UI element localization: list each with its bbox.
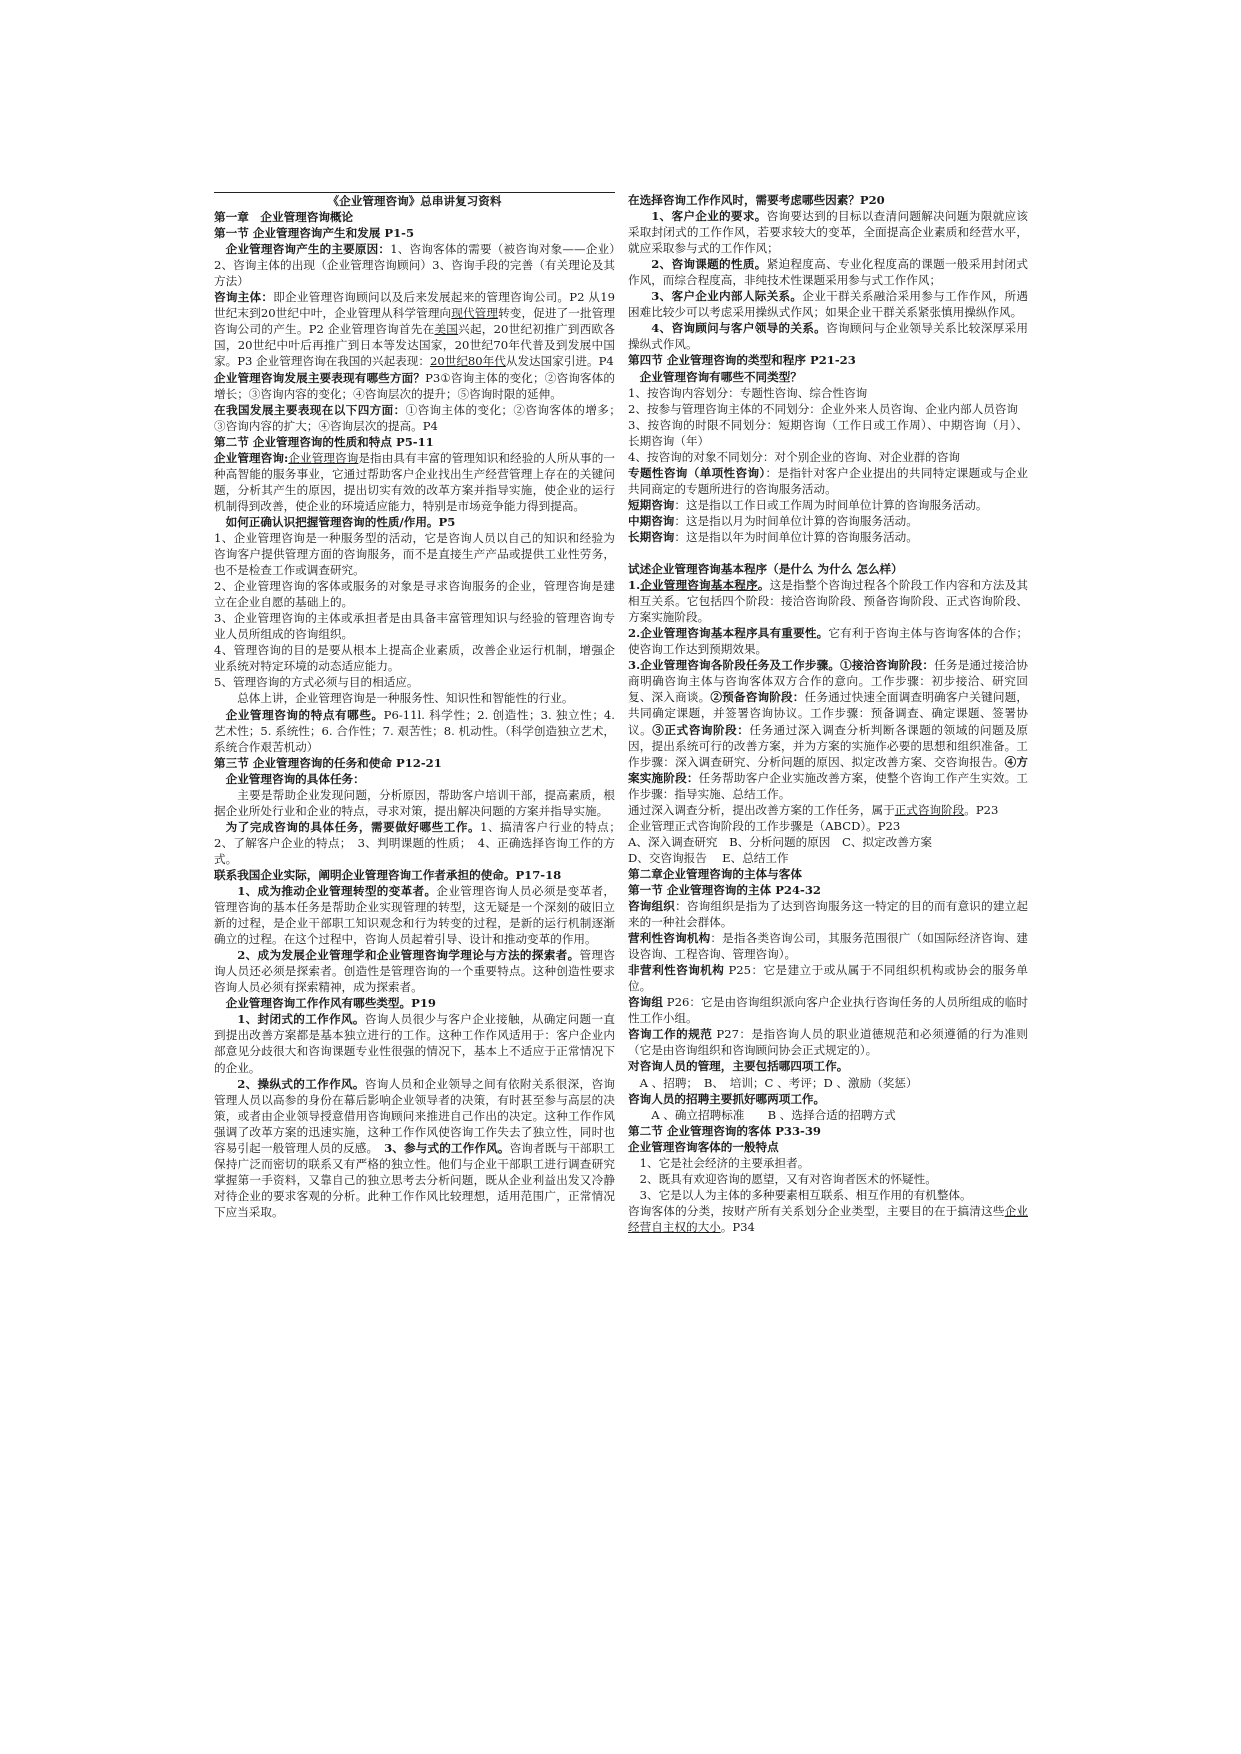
text: 任务帮助客户企业实施改善方案，使整个咨询工作产生实效。工作步骤：指导实施、总结工作。 (628, 770, 1028, 801)
term: 企业管理咨询的特点有哪些。 (225, 707, 384, 722)
paragraph (628, 1203, 1028, 1235)
term: 企业管理咨询发展主要表现有哪些方面？ (214, 370, 426, 385)
option-row: D、交咨询报告 E、总结工作 (628, 850, 789, 865)
text: 它有利于咨询主体与咨询客体的合作；使咨询工作达到预期效果。 (628, 626, 1028, 657)
question-heading: 联系我国企业实际，阐明企业管理咨询工作者承担的使命。P17-18 (214, 867, 562, 882)
underlined-term: 企业管理咨询基本程序 (640, 578, 758, 593)
paragraph (214, 707, 615, 755)
paragraph (214, 883, 615, 947)
list-item: 3、按咨询的时限不同划分：短期咨询（工作日或工作周）、中期咨询（月）、长期咨询（年） (628, 417, 1028, 448)
text: 企业干群关系融洽采用参与工作作风，所遇困难比较少可以考虑采用操纵式作风；如果企业干群关系紧张慎用操纵作风。 (628, 289, 1028, 320)
term: 。 (757, 578, 770, 593)
text: 兴起，20世纪初推广到西欧各国，20世纪中叶后再推广到日本等发达国家，20世纪70年代普及到发展中国家。P3 企业管理咨询在我国的兴起表现： (214, 322, 615, 369)
underlined-text: 正式咨询阶段 (894, 802, 965, 817)
option-row: A、深入调查研究 B、分析问题的原因 C、拟定改善方案 (628, 834, 933, 849)
underlined-text: 企业管理咨询 (288, 450, 359, 465)
paragraph (214, 370, 615, 402)
paragraph (628, 256, 1028, 288)
option-row: A 、招聘； B、 培训；C 、考评；D 、激励（奖惩） (639, 1075, 918, 1090)
list-item: 3、它是以人为主体的多种要素相互联系、相互作用的有机整体。 (639, 1187, 972, 1202)
text: P27：是指咨询人员的职业道德规范和必须遵循的行为准则（它是由咨询组织和咨询顾问协会正式规定的）。 (628, 1027, 1028, 1058)
text: P6-11l. 科学性；2. 创造性；3. 独立性；4. 艺术性；5. 系统性；6. 合作性；7. 艰苦性；8. 机动性。（科学创造独立艺术，系统合作艰苦机动） (214, 707, 616, 754)
term: 短期咨询 (628, 497, 675, 512)
text: 1、搞清客户行业的特点； 2、了解客户企业的特点； 3、判明课题的性质； 4、正确选择咨询工作的方式。 (214, 819, 627, 866)
question: 企业管理正式咨询阶段的工作步骤是（ABCD）。P23 (628, 818, 901, 833)
paragraph: 主要是帮助企业发现问题，分析原因，帮助客户培训干部，提高素质，根据企业所处行业和企业的特点，寻求对策，提出解决问题的方案并指导实施。 (214, 787, 615, 818)
right-column (628, 192, 1028, 1235)
underlined-text: 美国 (434, 322, 459, 337)
paragraph: 4、管理咨询的目的是要从根本上提高企业素质，改善企业运行机制，增强企业系统对特定环境的动态适应能力。 (214, 643, 615, 674)
text: 咨询人员和企业领导之间有依附关系很深，咨询管理人员以高参的身份在幕后影响企业领导者的决策，有时甚至参与高层的决策，或者由企业领导授意借用咨询顾问来推进自己作出的决定。这种工作作风强调了改革方案的迅速实施，这种工作作风使咨询工作失去了独立性，同时也容易引起一般管理人员的反感。 (214, 1076, 615, 1155)
section-heading: 第二节 企业管理咨询的性质和特点 P5-11 (214, 434, 434, 449)
term: 2、咨询课题的性质。 (651, 257, 767, 272)
paragraph (214, 1011, 615, 1075)
term: 3、客户企业内部人际关系。 (651, 289, 803, 304)
paragraph (628, 994, 1028, 1026)
question-heading: 试述企业管理咨询基本程序（是什么 为什么 怎么样） (628, 562, 903, 577)
term: 长期咨询 (628, 529, 675, 544)
left-column (214, 192, 627, 1220)
term: 2.企业管理咨询基本程序具有重要性。 (628, 626, 829, 641)
question-heading: 企业管理咨询工作作风有哪些类型。P19 (225, 996, 436, 1011)
paragraph (628, 320, 1028, 352)
text: 管理咨询人员还必须是探索者。创造性是管理咨询的一个重要特点。这种创造性要求咨询人员必须有探索精神，成为探索者。 (214, 948, 615, 995)
text: 咨询客体的分类，按财产所有关系划分企业类型，主要目的在于搞清这些 (628, 1203, 1005, 1218)
term: 营利性咨询机构 (628, 931, 711, 946)
paragraph (628, 962, 1028, 994)
question-heading: 咨询人员的招聘主要抓好哪两项工作。 (628, 1091, 826, 1106)
text: 。P23 (964, 802, 999, 817)
term: 咨询工作的规范 (628, 1027, 713, 1042)
paragraph (628, 465, 1028, 497)
paragraph (214, 819, 627, 867)
text: ：这是指以年为时间单位计算的咨询服务活动。 (674, 529, 918, 544)
text: 企业管理咨询人员必须是变革者，管理咨询的基本任务是帮助企业实现管理的转型，这无疑是一个深刻的破旧立新的过程，是企业干部职工知识观念和行为转变的过程，是新的运行机制逐渐确立的过程。在这个过程中，咨询人员起着引导、设计和推动变革的作用。 (214, 884, 615, 947)
text: 1、咨询客体的需要（被咨询对象——企业）2、咨询主体的出现（企业管理咨询顾问）3、咨询手段的完善（有关理论及其方法） (214, 242, 615, 289)
question-heading: 企业管理咨询的具体任务： (225, 771, 365, 786)
paragraph: 2、企业管理咨询的客体或服务的对象是寻求咨询服务的企业，管理咨询是建立在企业自愿的基础上的。 (214, 579, 615, 610)
paragraph (628, 802, 1028, 818)
paragraph (214, 289, 615, 369)
section-heading: 第一节 企业管理咨询的主体 P24-32 (628, 882, 821, 897)
text: P3①咨询主体的变化；②咨询客体的增长；③咨询内容的变化；④咨询层次的提升；⑤咨询时限的延伸。 (214, 370, 615, 401)
list-item: 2、按参与管理咨询主体的不同划分：企业外来人员咨询、企业内部人员咨询 (628, 401, 1018, 416)
list-item: 4、按咨询的对象不同划分：对个别企业的咨询、对企业群的咨询 (628, 449, 961, 464)
list-item: 1、它是社会经济的主要承担者。 (639, 1155, 810, 1170)
text: ：是指针对客户企业提出的共同特定课题或与企业 共同商定的专题所进行的咨询服务活动。 (628, 465, 1028, 496)
text: 从发达国家引进。P4 (505, 354, 614, 369)
paragraph (628, 529, 1028, 545)
chapter-heading: 第一章 企业管理咨询概论 (214, 210, 354, 225)
section-heading: 第一节 企业管理咨询产生和发展 P1-5 (214, 226, 415, 241)
term: 企业管理咨询: (214, 450, 289, 465)
term: 1、成为推动企业管理转型的变革者。 (237, 884, 437, 899)
question-heading: 在选择咨询工作作风时，需要考虑哪些因素？P20 (628, 193, 885, 207)
term: ③正式咨询阶段： (652, 722, 750, 737)
term: 咨询组 (628, 995, 664, 1010)
chapter-heading: 第二章企业管理咨询的主体与客体 (628, 866, 802, 881)
text: ：是指各类咨询公司，其服务范围很广（如国际经济咨询、建设咨询、工程咨询、管理咨询）。 (628, 931, 1028, 962)
text: 咨询顾问与企业领导关系比较深厚采用操纵式作风。 (628, 321, 1028, 352)
text: 任务是通过接洽协商明确咨询主体与咨询客体双方合作的意向。工作步骤：初步接洽、研究回复、深入商谈。 (628, 658, 1028, 705)
paragraph: 3、企业管理咨询的主体或承担者是由具备丰富管理知识与经验的管理咨询专业人员所组成的咨询组织。 (214, 611, 615, 642)
paragraph: 总体上讲，企业管理咨询是一种服务性、知识性和智能性的行业。 (237, 691, 574, 706)
paragraph (628, 208, 1028, 256)
question-heading: 如何正确认识把握管理咨询的性质/作用。P5 (225, 514, 456, 529)
spacer (628, 545, 1028, 561)
paragraph (628, 577, 1028, 625)
underlined-text: 企业经营自主权的大小 (628, 1203, 1028, 1234)
text: P25：它是建立于或从属于不同组织机构或协会的服务单位。 (628, 963, 1028, 994)
term: 3.企业管理咨询各阶段任务及工作步骤。①接洽咨询阶段： (628, 658, 935, 673)
text: 这是指整个咨询过程各个阶段工作内容和方法及其相互关系。它包括四个阶段：接洽咨询阶段、预备咨询阶段、正式咨询阶段、方案实施阶段。 (628, 578, 1028, 625)
document-title: 《企业管理咨询》总串讲复习资料 (327, 194, 502, 208)
text: 是指由具有丰富的管理知识和经验的人所从事的一种高智能的服务事业，它通过帮助客户企业找出生产经营管理上存在的关键问题，分析其产生的原因，提出切实有效的改革方案并指导实施，使企业的运行机制得到改善，使企业的环境适应能力，特别是市场竞争能力得到提高。 (214, 450, 615, 513)
text: 紧迫程度高、专业化程度高的课题一般采用封闭式作风，而综合程度高，非纯技术性课题采用参与式工作作风； (628, 257, 1028, 288)
question-heading: 企业管理咨询客体的一般特点 (628, 1139, 779, 1154)
text: 即企业管理咨询顾问以及后来发展起来的管理咨询公司。P2 从19世纪末到20世纪中叶，企业管理从科学管理向 (214, 290, 615, 321)
text: 任务通过快速全面调查明确客户关键问题，共同确定课题，并签署咨询协议。工作步骤：预备调查、确定课题、签署协议。 (628, 690, 1028, 737)
paragraph (628, 497, 1028, 513)
paragraph (214, 241, 615, 289)
section-heading: 第四节 企业管理咨询的类型和程序 P21-23 (628, 353, 856, 368)
term: 1、客户企业的要求。 (651, 209, 767, 224)
term: 1. (628, 578, 641, 593)
paragraph (628, 930, 1028, 962)
term: 1、封闭式的工作作风。 (237, 1012, 365, 1027)
list-item: 2、既具有欢迎咨询的愿望，又有对咨询者医术的怀疑性。 (639, 1171, 937, 1186)
text: 咨询要达到的目标以查清问题解决问题为限就应该采取封闭式的工作作风，若要求较大的变革，全面提高企业素质和经营水平，就应采取参与式的工作作风； (628, 209, 1028, 256)
underlined-text: 现代管理 (451, 306, 499, 321)
text: ：咨询组织是指为了达到咨询服务这一特定的目的而有意识的建立起来的一种社会群体。 (628, 899, 1028, 930)
paragraph (214, 450, 615, 514)
paragraph (214, 402, 627, 434)
term: 2、操纵式的工作作风。 (237, 1076, 365, 1091)
text: 转变，促进了一批管理咨询公司的产生。P2 企业管理咨询首先在 (214, 306, 615, 337)
term: 咨询主体： (214, 290, 274, 305)
paragraph (628, 657, 1028, 801)
paragraph (214, 947, 615, 995)
paragraph: 5、管理咨询的方式必须与目的相适应。 (214, 675, 419, 690)
paragraph (214, 1076, 615, 1220)
paragraph (628, 1026, 1028, 1058)
paragraph (628, 513, 1028, 529)
list-item: 1、按咨询内容划分：专题性咨询、综合性咨询 (628, 385, 868, 400)
option-row: A 、确立招聘标准 B 、选择合适的招聘方式 (651, 1107, 896, 1122)
paragraph (628, 625, 1028, 657)
text: 通过深入调查分析，提出改善方案的工作任务，属于 (628, 802, 895, 817)
term: 咨询组织 (628, 899, 676, 914)
term: ②预备咨询阶段： (710, 690, 805, 705)
paragraph (628, 898, 1028, 930)
text: 咨询者既与干部职工保持广泛而密切的联系又有严格的独立性。他们与企业干部职工进行调查研究掌握第一手资料，又靠自己的独立思考去分析问题，既从企业利益出发又冷静对待企业的要求客观的分析。此种工作作风比较理想，适用范围广，正常情况下应当采取。 (214, 1140, 615, 1219)
section-heading: 第三节 企业管理咨询的任务和使命 P12-21 (214, 755, 442, 770)
text: ：这是指以月为时间单位计算的咨询服务活动。 (674, 513, 918, 528)
term: 企业管理咨询产生的主要原因： (225, 242, 391, 257)
text: ①咨询主体的变化；②咨询客体的增多； ③咨询内容的扩大；④咨询层次的提高。P4 (214, 402, 627, 433)
text: P26：它是由咨询组织派向客户企业执行咨询任务的人员所组成的临时性工作小组。 (628, 995, 1028, 1026)
question-heading: 企业管理咨询有哪些不同类型？ (639, 369, 802, 384)
term: 3、参与式的工作作风。 (384, 1140, 510, 1155)
term: 2、成为发展企业管理学和企业管理咨询学理论与方法的探索者。 (237, 948, 580, 963)
term: 4、咨询顾问与客户领导的关系。 (651, 321, 827, 336)
paragraph (628, 288, 1028, 320)
underlined-text: 20世纪80年代 (429, 354, 506, 369)
text: 任务通过深入调查分析判断各课题的领域的问题及原因，提出系统可行的改善方案，并为方案的实施作必要的思想和组织准备。工作步骤：深入调查研究、分析问题的原因、拟定改善方案、交咨询报告。 (628, 722, 1028, 769)
term: 专题性咨询（单项性咨询） (628, 465, 766, 480)
section-heading: 第二节 企业管理咨询的客体 P33-39 (628, 1123, 821, 1138)
term: 非营利性咨询机构 (628, 963, 725, 978)
term: 在我国发展主要表现在以下四方面： (214, 402, 406, 417)
paragraph: 1、企业管理咨询是一种服务型的活动，它是咨询人员以自己的知识和经验为咨询客户提供管理方面的咨询服务，而不是直接生产产品或提供工业性劳务，也不是检查工作或调查研究。 (214, 530, 615, 578)
term: 为了完成咨询的具体任务，需要做好哪些工作。 (225, 819, 481, 834)
text: 。P34 (720, 1219, 755, 1234)
text: 咨询人员很少与客户企业接触，从确定问题一直到提出改善方案都是基本独立进行的工作。这种工作作风适用于：客户企业内部意见分歧很大和咨询课题专业性很强的情况下，基本上不适应于正常情况下的企业。 (214, 1012, 615, 1075)
question-heading: 对咨询人员的管理，主要包括哪四项工作。 (628, 1059, 849, 1074)
text: ：这是指以工作日或工作周为时间单位计算的咨询服务活动。 (674, 497, 988, 512)
term: ④方案实施阶段： (628, 754, 1028, 785)
term: 中期咨询 (628, 513, 675, 528)
